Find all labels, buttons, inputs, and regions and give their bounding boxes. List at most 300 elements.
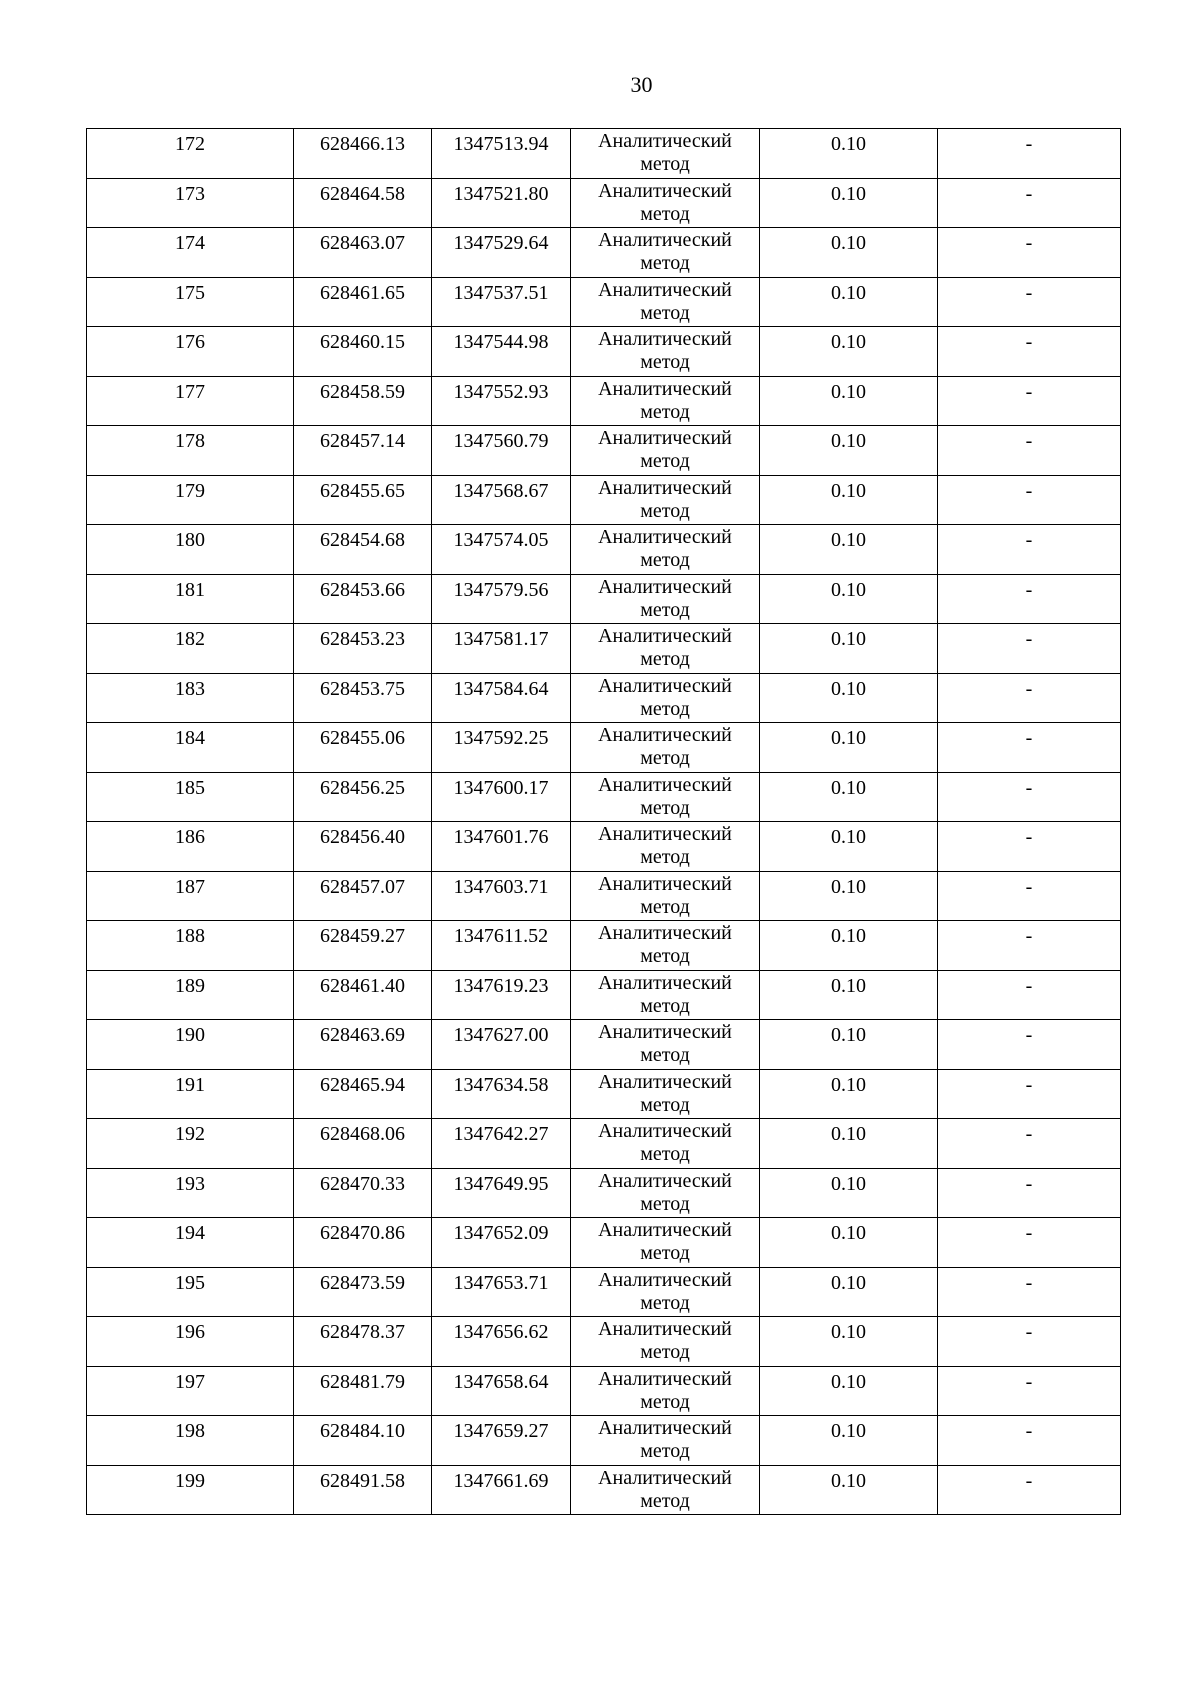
y-coordinate-cell (432, 1020, 571, 1070)
note-cell (938, 327, 1121, 377)
x-coordinate-cell (294, 525, 432, 575)
method-cell (571, 277, 760, 327)
point-number-cell (87, 1069, 294, 1119)
x-coordinate-text: 628455.06 (320, 727, 405, 749)
x-coordinate-cell (294, 1069, 432, 1119)
note-text: - (1025, 727, 1033, 749)
accuracy-text: 0.10 (831, 1024, 866, 1046)
point-number-text: 195 (175, 1271, 205, 1294)
accuracy-text: 0.10 (831, 776, 866, 799)
method-cell (571, 1168, 760, 1218)
x-coordinate-text: 628457.07 (320, 875, 405, 898)
note-text: - (1025, 182, 1033, 205)
y-coordinate-cell (432, 772, 571, 822)
x-coordinate-text: 628459.27 (320, 925, 405, 947)
point-number-text: 198 (175, 1420, 205, 1442)
x-coordinate-cell (294, 1416, 432, 1466)
table-row (87, 1465, 1121, 1515)
x-coordinate-text: 628484.10 (320, 1420, 405, 1442)
accuracy-cell (760, 228, 938, 278)
note-text: - (1025, 578, 1033, 601)
x-coordinate-cell (294, 574, 432, 624)
table-row (87, 1218, 1121, 1268)
note-cell (938, 426, 1121, 476)
method-text: Аналитический метод (598, 971, 732, 1017)
note-cell (938, 1267, 1121, 1317)
y-coordinate-text: 1347581.17 (453, 628, 549, 650)
note-cell (938, 1119, 1121, 1169)
table-row (87, 376, 1121, 426)
point-number-text: 182 (175, 628, 205, 650)
point-number-cell (87, 129, 294, 179)
y-coordinate-text: 1347619.23 (453, 974, 549, 997)
point-number-cell (87, 426, 294, 476)
x-coordinate-text: 628463.07 (320, 232, 405, 254)
accuracy-text: 0.10 (831, 1420, 866, 1442)
y-coordinate-cell (432, 1069, 571, 1119)
accuracy-text: 0.10 (831, 677, 866, 700)
method-text: Аналитический метод (598, 1268, 732, 1314)
point-number-cell (87, 1119, 294, 1169)
point-number-text: 187 (175, 875, 205, 898)
x-coordinate-cell (294, 1020, 432, 1070)
method-cell (571, 970, 760, 1020)
note-cell (938, 921, 1121, 971)
note-cell (938, 822, 1121, 872)
note-text: - (1025, 430, 1033, 452)
method-text: Аналитический метод (598, 724, 732, 769)
point-number-text: 197 (175, 1370, 205, 1393)
y-coordinate-cell (432, 624, 571, 674)
table-row (87, 1317, 1121, 1367)
x-coordinate-text: 628461.40 (320, 974, 405, 997)
x-coordinate-cell (294, 871, 432, 921)
y-coordinate-text: 1347658.64 (453, 1370, 549, 1393)
note-text: - (1025, 1420, 1033, 1442)
x-coordinate-text: 628456.25 (320, 776, 405, 799)
method-text: Аналитический метод (598, 278, 732, 324)
y-coordinate-cell (432, 1119, 571, 1169)
method-cell (571, 574, 760, 624)
point-number-cell (87, 228, 294, 278)
accuracy-cell (760, 475, 938, 525)
accuracy-cell (760, 574, 938, 624)
method-text: Аналитический метод (598, 1120, 732, 1165)
coordinates-table (86, 128, 1121, 1515)
point-number-text: 190 (175, 1024, 205, 1046)
note-cell (938, 475, 1121, 525)
method-cell (571, 129, 760, 179)
y-coordinate-text: 1347584.64 (453, 677, 549, 700)
table-row (87, 277, 1121, 327)
note-text: - (1025, 974, 1033, 997)
y-coordinate-text: 1347659.27 (453, 1420, 549, 1442)
method-text: Аналитический метод (598, 526, 732, 571)
x-coordinate-cell (294, 228, 432, 278)
accuracy-text: 0.10 (831, 281, 866, 304)
accuracy-cell (760, 327, 938, 377)
y-coordinate-cell (432, 822, 571, 872)
y-coordinate-cell (432, 970, 571, 1020)
table-row (87, 921, 1121, 971)
method-cell (571, 475, 760, 525)
note-cell (938, 1069, 1121, 1119)
x-coordinate-text: 628470.33 (320, 1172, 405, 1195)
note-text: - (1025, 1172, 1033, 1195)
method-text: Аналитический метод (598, 674, 732, 720)
y-coordinate-text: 1347611.52 (453, 925, 549, 947)
note-cell (938, 970, 1121, 1020)
note-text: - (1025, 133, 1033, 155)
table-row (87, 1366, 1121, 1416)
method-cell (571, 1416, 760, 1466)
y-coordinate-text: 1347653.71 (453, 1271, 549, 1294)
y-coordinate-text: 1347601.76 (453, 826, 549, 848)
x-coordinate-text: 628463.69 (320, 1024, 405, 1046)
method-cell (571, 1267, 760, 1317)
table-row (87, 1416, 1121, 1466)
x-coordinate-cell (294, 970, 432, 1020)
accuracy-cell (760, 1218, 938, 1268)
point-number-cell (87, 475, 294, 525)
y-coordinate-cell (432, 475, 571, 525)
point-number-text: 183 (175, 677, 205, 700)
note-text: - (1025, 628, 1033, 650)
y-coordinate-cell (432, 1465, 571, 1515)
method-cell (571, 772, 760, 822)
y-coordinate-text: 1347521.80 (453, 182, 549, 205)
x-coordinate-text: 628454.68 (320, 529, 405, 551)
y-coordinate-cell (432, 1416, 571, 1466)
method-cell (571, 1465, 760, 1515)
y-coordinate-cell (432, 1267, 571, 1317)
method-cell (571, 525, 760, 575)
x-coordinate-text: 628481.79 (320, 1370, 405, 1393)
point-number-cell (87, 525, 294, 575)
method-text: Аналитический метод (598, 1070, 732, 1116)
point-number-cell (87, 1267, 294, 1317)
note-cell (938, 624, 1121, 674)
method-cell (571, 426, 760, 476)
x-coordinate-text: 628460.15 (320, 331, 405, 353)
method-cell (571, 327, 760, 377)
accuracy-cell (760, 822, 938, 872)
y-coordinate-cell (432, 921, 571, 971)
accuracy-text: 0.10 (831, 1172, 866, 1195)
accuracy-text: 0.10 (831, 1370, 866, 1393)
method-cell (571, 723, 760, 773)
method-cell (571, 376, 760, 426)
x-coordinate-cell (294, 1366, 432, 1416)
accuracy-cell (760, 673, 938, 723)
accuracy-text: 0.10 (831, 628, 866, 650)
x-coordinate-cell (294, 921, 432, 971)
note-text: - (1025, 1469, 1033, 1492)
method-text: Аналитический метод (598, 1021, 732, 1066)
accuracy-cell (760, 277, 938, 327)
y-coordinate-text: 1347600.17 (453, 776, 549, 799)
point-number-cell (87, 327, 294, 377)
point-number-text: 174 (175, 232, 205, 254)
note-cell (938, 178, 1121, 228)
note-text: - (1025, 826, 1033, 848)
table-row (87, 426, 1121, 476)
x-coordinate-cell (294, 1168, 432, 1218)
note-cell (938, 673, 1121, 723)
accuracy-text: 0.10 (831, 1222, 866, 1244)
accuracy-text: 0.10 (831, 1073, 866, 1096)
note-text: - (1025, 281, 1033, 304)
method-text: Аналитический метод (598, 823, 732, 868)
method-text: Аналитический метод (598, 1169, 732, 1215)
table-row (87, 1267, 1121, 1317)
point-number-cell (87, 624, 294, 674)
method-cell (571, 1317, 760, 1367)
method-text: Аналитический метод (598, 130, 732, 175)
x-coordinate-text: 628453.66 (320, 578, 405, 601)
table-row (87, 1168, 1121, 1218)
note-cell (938, 1168, 1121, 1218)
accuracy-text: 0.10 (831, 1469, 866, 1492)
note-cell (938, 129, 1121, 179)
method-cell (571, 673, 760, 723)
x-coordinate-text: 628461.65 (320, 281, 405, 304)
note-cell (938, 1465, 1121, 1515)
point-number-text: 181 (175, 578, 205, 601)
accuracy-cell (760, 1416, 938, 1466)
method-cell (571, 228, 760, 278)
point-number-text: 194 (175, 1222, 205, 1244)
point-number-text: 177 (175, 380, 205, 403)
note-cell (938, 277, 1121, 327)
accuracy-text: 0.10 (831, 826, 866, 848)
accuracy-cell (760, 871, 938, 921)
x-coordinate-text: 628453.75 (320, 677, 405, 700)
point-number-cell (87, 723, 294, 773)
x-coordinate-cell (294, 673, 432, 723)
y-coordinate-text: 1347513.94 (453, 133, 549, 155)
x-coordinate-text: 628468.06 (320, 1123, 405, 1145)
point-number-cell (87, 1465, 294, 1515)
x-coordinate-text: 628457.14 (320, 430, 405, 452)
accuracy-text: 0.10 (831, 925, 866, 947)
x-coordinate-text: 628466.13 (320, 133, 405, 155)
note-cell (938, 525, 1121, 575)
note-cell (938, 871, 1121, 921)
table-row (87, 871, 1121, 921)
accuracy-text: 0.10 (831, 133, 866, 155)
point-number-cell (87, 1218, 294, 1268)
y-coordinate-text: 1347656.62 (453, 1321, 549, 1343)
x-coordinate-text: 628470.86 (320, 1222, 405, 1244)
accuracy-cell (760, 921, 938, 971)
point-number-text: 196 (175, 1321, 205, 1343)
note-text: - (1025, 1073, 1033, 1096)
method-cell (571, 1069, 760, 1119)
method-text: Аналитический метод (598, 1367, 732, 1413)
note-cell (938, 772, 1121, 822)
x-coordinate-text: 628491.58 (320, 1469, 405, 1492)
y-coordinate-cell (432, 228, 571, 278)
point-number-text: 184 (175, 727, 205, 749)
note-text: - (1025, 925, 1033, 947)
point-number-cell (87, 1168, 294, 1218)
y-coordinate-text: 1347649.95 (453, 1172, 549, 1195)
point-number-cell (87, 1020, 294, 1070)
accuracy-text: 0.10 (831, 380, 866, 403)
point-number-text: 188 (175, 925, 205, 947)
note-text: - (1025, 1024, 1033, 1046)
method-text: Аналитический метод (598, 922, 732, 967)
y-coordinate-text: 1347634.58 (453, 1073, 549, 1096)
point-number-cell (87, 673, 294, 723)
x-coordinate-cell (294, 277, 432, 327)
point-number-text: 186 (175, 826, 205, 848)
x-coordinate-cell (294, 376, 432, 426)
table-row (87, 525, 1121, 575)
accuracy-text: 0.10 (831, 1321, 866, 1343)
y-coordinate-cell (432, 1218, 571, 1268)
point-number-text: 172 (175, 133, 205, 155)
point-number-text: 176 (175, 331, 205, 353)
point-number-cell (87, 1366, 294, 1416)
x-coordinate-cell (294, 1267, 432, 1317)
x-coordinate-cell (294, 178, 432, 228)
point-number-cell (87, 970, 294, 1020)
note-text: - (1025, 1222, 1033, 1244)
accuracy-text: 0.10 (831, 727, 866, 749)
note-text: - (1025, 1321, 1033, 1343)
table-row (87, 178, 1121, 228)
point-number-cell (87, 822, 294, 872)
x-coordinate-cell (294, 129, 432, 179)
y-coordinate-text: 1347642.27 (453, 1123, 549, 1145)
x-coordinate-text: 628464.58 (320, 182, 405, 205)
y-coordinate-text: 1347652.09 (453, 1222, 549, 1244)
point-number-cell (87, 772, 294, 822)
method-cell (571, 1119, 760, 1169)
table-row (87, 574, 1121, 624)
accuracy-cell (760, 1020, 938, 1070)
table-row (87, 970, 1121, 1020)
point-number-text: 189 (175, 974, 205, 997)
note-text: - (1025, 232, 1033, 254)
table-row (87, 1020, 1121, 1070)
accuracy-text: 0.10 (831, 1271, 866, 1294)
note-cell (938, 574, 1121, 624)
table-row (87, 327, 1121, 377)
accuracy-cell (760, 772, 938, 822)
point-number-text: 199 (175, 1469, 205, 1492)
table-row (87, 1069, 1121, 1119)
y-coordinate-cell (432, 871, 571, 921)
point-number-cell (87, 921, 294, 971)
x-coordinate-cell (294, 723, 432, 773)
y-coordinate-text: 1347529.64 (453, 232, 549, 254)
y-coordinate-text: 1347552.93 (453, 380, 549, 403)
y-coordinate-cell (432, 1317, 571, 1367)
y-coordinate-cell (432, 574, 571, 624)
accuracy-cell (760, 178, 938, 228)
y-coordinate-cell (432, 525, 571, 575)
table-body (87, 129, 1121, 1515)
point-number-cell (87, 871, 294, 921)
note-cell (938, 376, 1121, 426)
point-number-text: 191 (175, 1073, 205, 1096)
method-cell (571, 1366, 760, 1416)
table-row (87, 822, 1121, 872)
y-coordinate-text: 1347568.67 (453, 479, 549, 502)
point-number-text: 175 (175, 281, 205, 304)
point-number-cell (87, 1416, 294, 1466)
note-text: - (1025, 1123, 1033, 1145)
accuracy-text: 0.10 (831, 479, 866, 502)
y-coordinate-cell (432, 723, 571, 773)
x-coordinate-cell (294, 1119, 432, 1169)
accuracy-cell (760, 525, 938, 575)
table-row (87, 673, 1121, 723)
y-coordinate-text: 1347560.79 (453, 430, 549, 452)
method-text: Аналитический метод (598, 575, 732, 621)
x-coordinate-text: 628453.23 (320, 628, 405, 650)
table-row (87, 723, 1121, 773)
page-number: 30 (630, 72, 653, 97)
method-text: Аналитический метод (598, 1417, 732, 1462)
note-cell (938, 228, 1121, 278)
note-text: - (1025, 331, 1033, 353)
point-number-cell (87, 1317, 294, 1367)
point-number-text: 179 (175, 479, 205, 502)
method-text: Аналитический метод (598, 476, 732, 522)
x-coordinate-cell (294, 822, 432, 872)
method-text: Аналитический метод (598, 377, 732, 423)
x-coordinate-cell (294, 624, 432, 674)
note-cell (938, 723, 1121, 773)
note-text: - (1025, 1370, 1033, 1393)
y-coordinate-text: 1347574.05 (453, 529, 549, 551)
y-coordinate-text: 1347579.56 (453, 578, 549, 601)
x-coordinate-cell (294, 327, 432, 377)
x-coordinate-cell (294, 426, 432, 476)
y-coordinate-cell (432, 1366, 571, 1416)
x-coordinate-cell (294, 475, 432, 525)
y-coordinate-cell (432, 673, 571, 723)
accuracy-text: 0.10 (831, 232, 866, 254)
method-cell (571, 921, 760, 971)
accuracy-cell (760, 1119, 938, 1169)
method-cell (571, 1218, 760, 1268)
x-coordinate-cell (294, 1465, 432, 1515)
x-coordinate-text: 628465.94 (320, 1073, 405, 1096)
note-cell (938, 1020, 1121, 1070)
accuracy-text: 0.10 (831, 182, 866, 205)
table-row (87, 1119, 1121, 1169)
x-coordinate-text: 628455.65 (320, 479, 405, 502)
point-number-text: 178 (175, 430, 205, 452)
x-coordinate-text: 628456.40 (320, 826, 405, 848)
x-coordinate-cell (294, 1317, 432, 1367)
accuracy-text: 0.10 (831, 1123, 866, 1145)
method-cell (571, 624, 760, 674)
point-number-text: 192 (175, 1123, 205, 1145)
note-text: - (1025, 1271, 1033, 1294)
method-text: Аналитический метод (598, 229, 732, 274)
note-text: - (1025, 479, 1033, 502)
y-coordinate-text: 1347661.69 (453, 1469, 549, 1492)
method-text: Аналитический метод (598, 1466, 732, 1512)
x-coordinate-text: 628458.59 (320, 380, 405, 403)
accuracy-cell (760, 426, 938, 476)
